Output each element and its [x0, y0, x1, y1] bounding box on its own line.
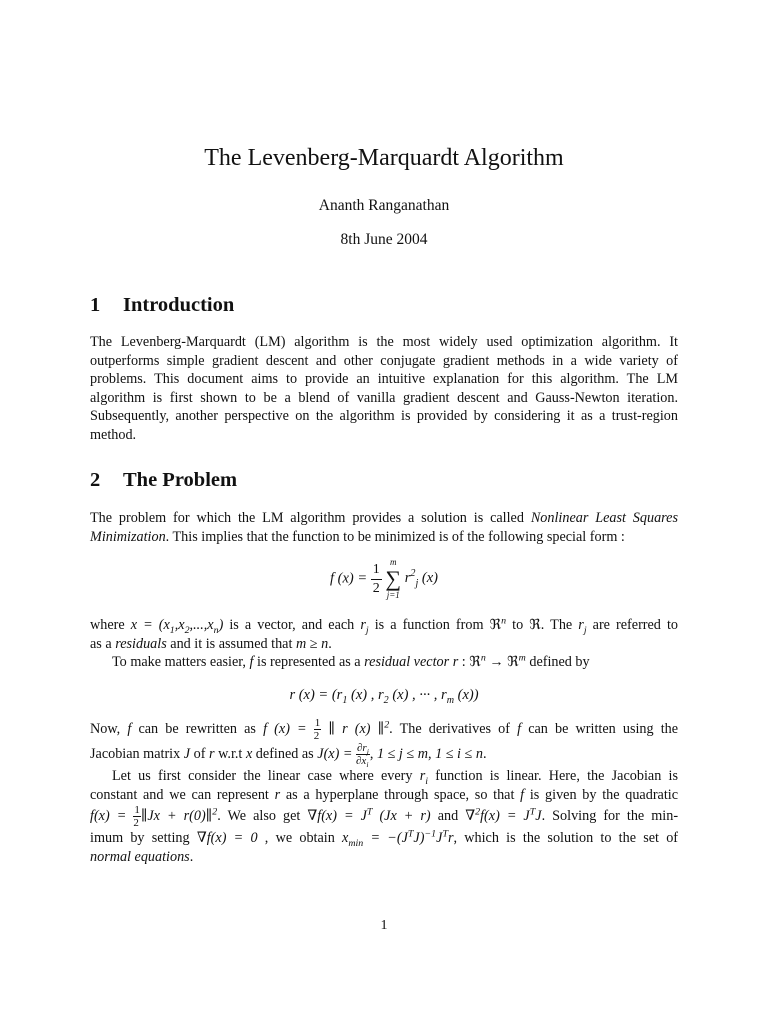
text-line: Subsequently, another perspective on the algorithm is provided by considering it as a trust-region: [90, 408, 678, 424]
equation-residual-vector: r $(x) = (r_1$ (x) , $r_2$ (x) , ··· , $r_m$ (x)): [289, 687, 479, 706]
section-title: The Problem: [123, 469, 238, 491]
intro-paragraph: [90, 333, 678, 444]
emphasis-term: Minimization: [90, 528, 166, 545]
emphasis-term: residual vector: [364, 654, 450, 670]
summation-sign: m ∑ j=1: [385, 557, 402, 600]
fraction-half: $\frac{1}{2}$: [372, 561, 380, 596]
text-line: outperforms simple gradient descent and other conjugate gradient methods in a wide variety of: [90, 352, 678, 369]
emphasis-term: normal equations: [90, 848, 190, 865]
text-line: Now, f can be rewritten as f (x) = $\frac{1}{2}$ ∥ r (x) ∥$^2$. The derivatives of f can be written using the: [90, 717, 679, 742]
emphasis-term: Nonlinear Least Squares: [530, 510, 678, 526]
section-number: 2: [90, 469, 101, 491]
text-line: To make matters easier, f is represented as a residual vector r : ℜ$^n$ → ℜ$^m$ defined by: [112, 652, 590, 670]
text-line: where $x = (x_1,x_2,...,x_n)$ is a vector, and each $r_j$ is a function from ℜ$^n$ to ℜ. The $r_j$ are referred to: [90, 615, 679, 636]
emphasis-term: residuals: [115, 635, 167, 652]
text-line: Minimization. This implies that the function to be minimized is of the following special form :: [90, 528, 625, 545]
text-line: The Levenberg-Marquardt (LM) algorithm is the most widely used optimization algorithm. It: [90, 334, 678, 350]
paper-author: Ananth Ranganathan: [318, 197, 450, 214]
text-line: method.: [90, 426, 137, 443]
text-line: The problem for which the LM algorithm provides a solution is called Nonlinear Least Squares: [90, 510, 678, 526]
problem-paragraph-3: [90, 717, 678, 866]
paper-title: The Levenberg-Marquardt Algorithm: [204, 145, 564, 171]
text-line: imum by setting ∇f(x) = 0 , we obtain $x_{min} = -(J^TJ)^{-1}J^Tr$, which is the solution to the set of: [90, 828, 679, 849]
problem-paragraph-2: [90, 616, 678, 672]
text-line: Jacobian matrix J of r w.r.t x defined as J(x) = $\frac{\partial r_j}{\partial x_i}$ , 1 ≤ j ≤ m, 1 ≤ i ≤ n.: [90, 742, 487, 770]
text-line: algorithm is first shown to be a blend of vanilla gradient descent and Gauss-Newton iteration.: [90, 389, 678, 406]
text-line: as a residuals and it is assumed that m ≥ n.: [90, 635, 332, 652]
text-line: constant and we can represent r as a hyperplane through space, so that f is given by the quadratic: [90, 786, 679, 803]
section-number: 1: [90, 294, 101, 316]
text-line: normal equations.: [90, 848, 194, 865]
section-title: Introduction: [123, 294, 235, 316]
text-line: problems. This document aims to provide an intuitive explanation for this algorithm. The LM: [90, 371, 678, 387]
page-number: 1: [380, 918, 388, 933]
problem-paragraph-1: [90, 509, 678, 546]
text-line: f(x) = $\frac{1}{2}$ ∥Jx + r(0)∥$^2$. We also get $\nabla f(x) = J^T$ (Jx + r) and $\nabla^2f(x) = J^TJ$. Solving for the min-: [90, 804, 679, 829]
text-line: Let us first consider the linear case where every $r_i$ function is linear. Here, the Jacobian is: [112, 768, 678, 787]
paper-date: 8th June 2004: [340, 231, 428, 248]
equation-objective: f (x) = $\frac{1}{2}$ m ∑ j=1 $r^2_j$ (x): [330, 557, 438, 600]
section-heading-the-problem: [90, 469, 237, 492]
section-heading-introduction: [90, 294, 234, 317]
